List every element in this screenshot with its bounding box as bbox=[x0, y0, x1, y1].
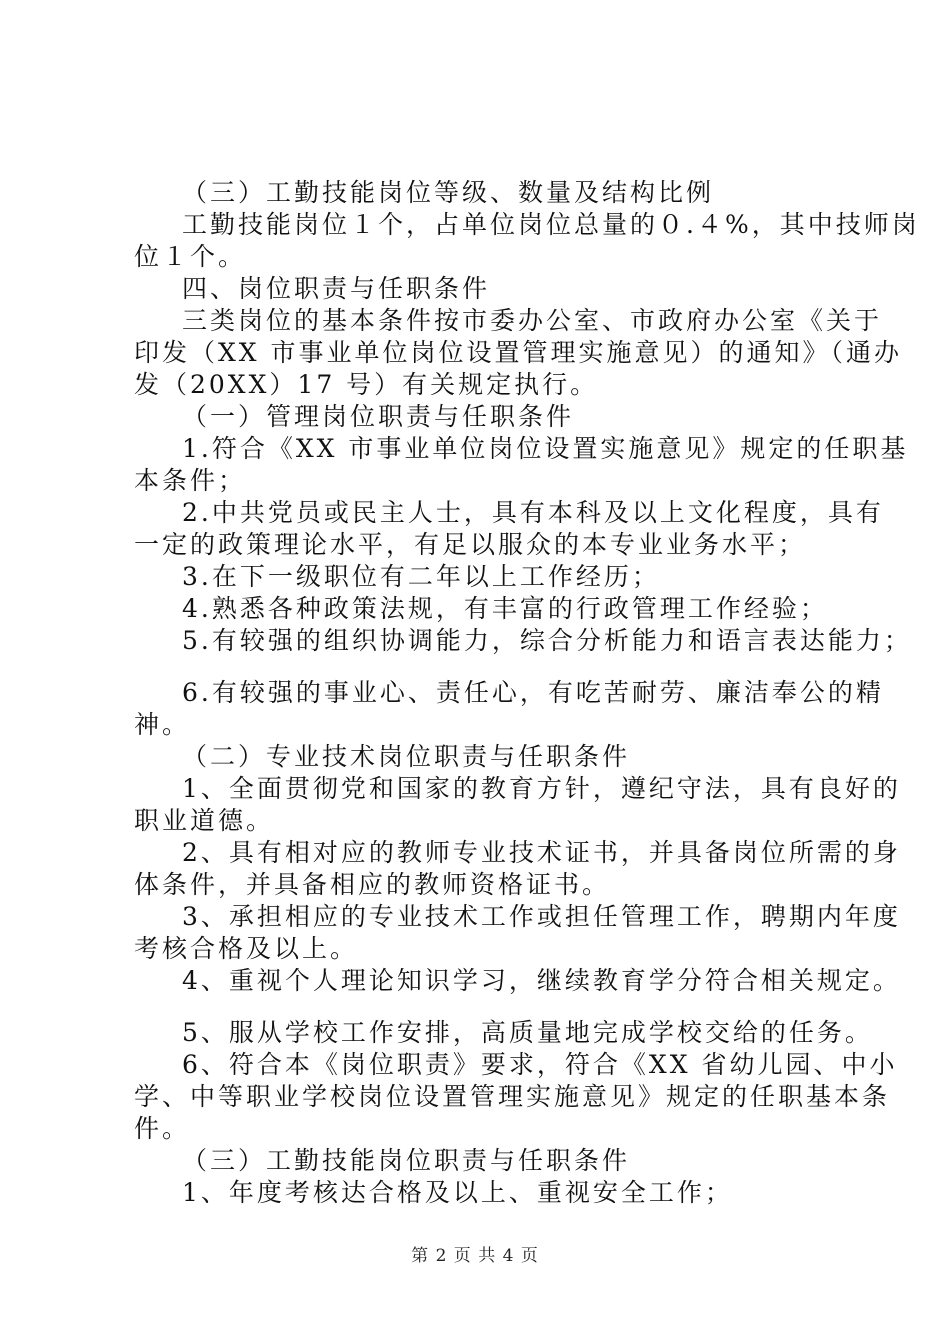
page-number-footer: 第 2 页 共 4 页 bbox=[411, 1246, 539, 1266]
list-item-continuation: 学、中等职业学校岗位设置管理实施意见》规定的任职基本条 bbox=[134, 1082, 891, 1111]
list-item: 1、年度考核达合格及以上、重视安全工作； bbox=[182, 1178, 733, 1207]
paragraph-line: 三类岗位的基本条件按市委办公室、市政府办公室《关于 bbox=[182, 306, 883, 335]
list-item: 3、承担相应的专业技术工作或担任管理工作，聘期内年度 bbox=[182, 902, 901, 931]
section-heading: （三）工勤技能岗位职责与任职条件 bbox=[182, 1146, 631, 1175]
list-item: 5、服从学校工作安排，高质量地完成学校交给的任务。 bbox=[182, 1018, 873, 1047]
section-heading: （二）专业技术岗位职责与任职条件 bbox=[182, 742, 631, 771]
list-item: 5.有较强的组织协调能力，综合分析能力和语言表达能力； bbox=[182, 626, 912, 655]
list-item: 6.有较强的事业心、责任心，有吃苦耐劳、廉洁奉公的精 bbox=[182, 678, 884, 707]
list-item: 4.熟悉各种政策法规，有丰富的行政管理工作经验； bbox=[182, 594, 828, 623]
paragraph-line: 位１个。 bbox=[134, 242, 247, 271]
list-item-continuation: 职业道德。 bbox=[134, 806, 275, 835]
list-item-continuation: 神。 bbox=[134, 710, 191, 739]
paragraph-line: 印发（XX 市事业单位岗位设置管理实施意见）的通知》（通办 bbox=[134, 338, 903, 367]
list-item-continuation: 本条件； bbox=[134, 466, 247, 495]
list-item: 3.在下一级职位有二年以上工作经历； bbox=[182, 562, 660, 591]
paragraph-line: 工勤技能岗位１个，占单位岗位总量的０.４%，其中技师岗 bbox=[182, 210, 920, 239]
section-heading: （一）管理岗位职责与任职条件 bbox=[182, 402, 575, 431]
section-heading: （三）工勤技能岗位等级、数量及结构比例 bbox=[182, 178, 715, 207]
list-item: 6、符合本《岗位职责》要求，符合《XX 省幼儿园、中小 bbox=[182, 1050, 898, 1079]
list-item-continuation: 体条件，并具备相应的教师资格证书。 bbox=[134, 870, 611, 899]
section-heading: 四、岗位职责与任职条件 bbox=[182, 274, 491, 303]
list-item: 1、全面贯彻党和国家的教育方针，遵纪守法，具有良好的 bbox=[182, 774, 901, 803]
list-item: 2、具有相对应的教师专业技术证书，并具备岗位所需的身 bbox=[182, 838, 901, 867]
list-item: 2.中共党员或民主人士，具有本科及以上文化程度，具有 bbox=[182, 498, 884, 527]
paragraph-line: 发（20XX）17 号）有关规定执行。 bbox=[134, 370, 599, 399]
list-item-continuation: 件。 bbox=[134, 1114, 191, 1143]
list-item: 1.符合《XX 市事业单位岗位设置实施意见》规定的任职基 bbox=[182, 434, 909, 463]
list-item: 4、重视个人理论知识学习，继续教育学分符合相关规定。 bbox=[182, 966, 901, 995]
list-item-continuation: 一定的政策理论水平，有足以服众的本专业业务水平； bbox=[134, 530, 807, 559]
list-item-continuation: 考核合格及以上。 bbox=[134, 934, 359, 963]
